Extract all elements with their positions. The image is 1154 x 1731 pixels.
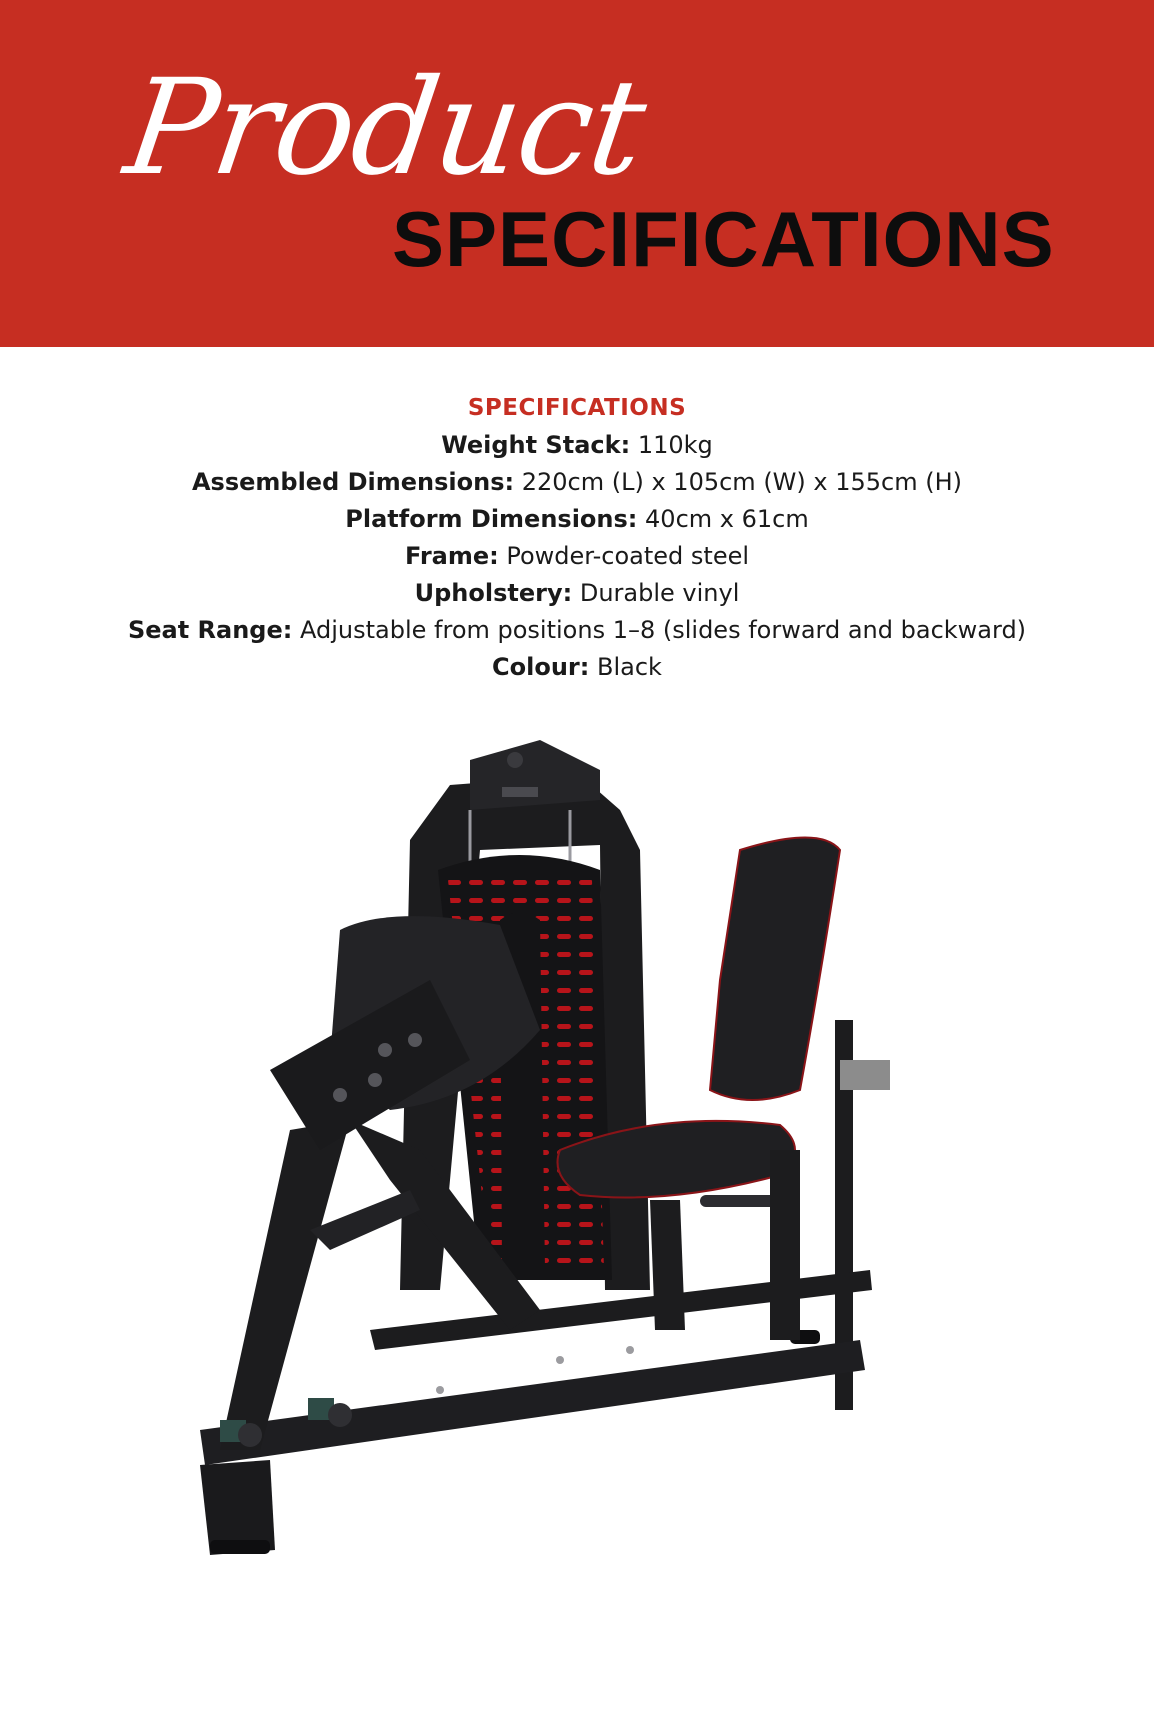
specifications-heading: SPECIFICATIONS [467, 395, 687, 421]
spec-row-platform-dimensions [0, 501, 1154, 538]
spec-label: Colour: [492, 653, 590, 681]
spec-value: 110kg [637, 431, 713, 459]
spec-label: Frame: [404, 542, 499, 570]
spec-value: Adjustable from positions 1–8 (slides forward and backward) [300, 616, 1027, 644]
specifications-list [0, 390, 1154, 686]
spec-label: Platform Dimensions: [345, 505, 638, 533]
spec-row-assembled-dimensions [0, 464, 1154, 501]
spec-row-colour [0, 649, 1154, 686]
spec-row-seat-range [0, 612, 1154, 649]
spec-label: Seat Range: [127, 616, 293, 644]
spec-label: Upholstery: [414, 579, 573, 607]
spec-value: Black [597, 653, 662, 681]
spec-value: Durable vinyl [579, 579, 740, 607]
leg-press-machine-icon [180, 730, 1000, 1650]
script-title: Product [117, 51, 653, 205]
spec-value: 220cm (L) x 105cm (W) x 155cm (H) [521, 468, 963, 496]
page-title: SPECIFICATIONS [392, 195, 1055, 283]
spec-row-weight-stack [0, 427, 1154, 464]
spec-label: Weight Stack: [441, 431, 631, 459]
spec-row-frame [0, 538, 1154, 575]
header-banner [0, 0, 1154, 347]
spec-value: Powder-coated steel [506, 542, 750, 570]
spec-label: Assembled Dimensions: [191, 468, 515, 496]
spec-value: 40cm x 61cm [645, 505, 809, 533]
spec-row-upholstery [0, 575, 1154, 612]
